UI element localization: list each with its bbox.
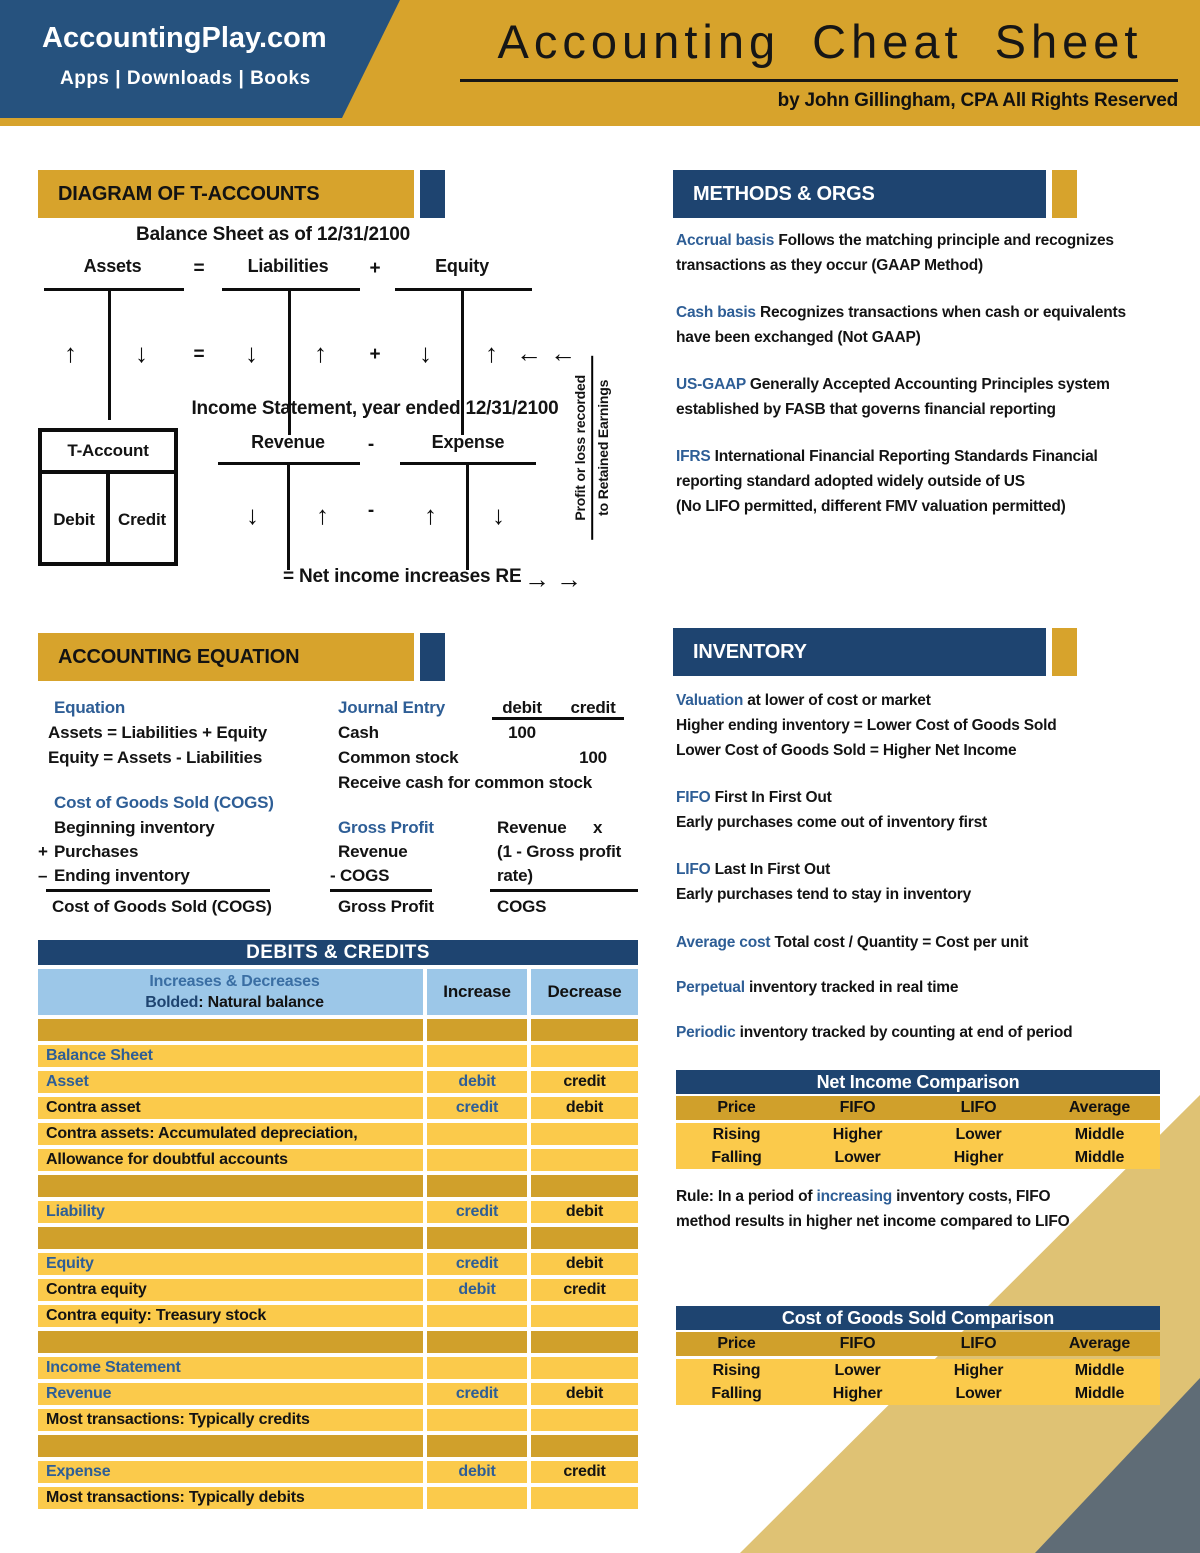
row-label-cell [38, 1435, 423, 1457]
table-row [38, 1253, 638, 1275]
equals-operator: = [193, 344, 205, 365]
down-arrow: ↓ [246, 500, 259, 530]
cogs-line: Purchases [54, 842, 139, 861]
increase-cell [427, 1487, 527, 1509]
table-cell: Middle [1074, 1384, 1125, 1402]
left-arrow: ← [516, 338, 542, 368]
journal-note: Receive cash for common stock [338, 773, 593, 792]
column-header: FIFO [839, 1099, 876, 1116]
section-header-diagram: DIAGRAM OF T-ACCOUNTS [38, 170, 414, 218]
definition-line: FIFO First In First Out [676, 789, 832, 806]
inventory-item [676, 857, 971, 907]
table-cell: Higher [832, 1384, 883, 1402]
definition-line: Cash basis Recognizes transactions when cash or equivalents [676, 304, 1126, 321]
increase-cell [427, 1045, 527, 1067]
increase-column-header: Increase [427, 969, 527, 1015]
increase-cell: credit [427, 1383, 527, 1405]
decrease-cell [531, 1019, 638, 1041]
t-account-label-equity: Equity [435, 256, 489, 276]
journal-account: Cash [338, 723, 379, 742]
journal-credit-amount: 100 [579, 748, 607, 767]
subheader-label-cell [38, 969, 423, 1015]
decrease-cell [531, 1487, 638, 1509]
increase-cell [427, 1019, 527, 1041]
decrease-cell [531, 1409, 638, 1431]
table-spacer-row [38, 1175, 638, 1197]
t-account-label-assets: Assets [83, 256, 142, 276]
revenue-formula-line: Revenue [497, 818, 567, 837]
equals-operator: = [193, 258, 205, 279]
definition-line: Periodic inventory tracked by counting at end of period [676, 1024, 1073, 1041]
up-arrow: ↑ [314, 338, 327, 368]
table-cell: Lower [955, 1384, 1002, 1402]
table-cell: Lower [955, 1125, 1002, 1143]
decrease-cell [531, 1331, 638, 1353]
t-account-label-revenue: Revenue [251, 432, 325, 452]
table-title: Net Income Comparison [676, 1070, 1160, 1094]
definition-line: (No LIFO permitted, different FMV valuation permitted) [676, 498, 1066, 515]
retained-earnings-note [570, 356, 614, 540]
t-account-stem [108, 288, 111, 420]
table-spacer-row [38, 1019, 638, 1041]
table-row [38, 1383, 638, 1405]
row-label-cell: Expense [38, 1461, 423, 1483]
retained-earnings-note-line1: Profit or loss recorded [570, 356, 593, 540]
column-header: Price [717, 1099, 756, 1116]
revenue-formula-total: COGS [497, 897, 547, 916]
plus-prefix: + [38, 842, 48, 861]
journal-debit-column-header: debit [502, 698, 542, 717]
balance-sheet-title: Balance Sheet as of 12/31/2100 [136, 224, 410, 245]
decrease-cell [531, 1305, 638, 1327]
table-cell: Lower [834, 1148, 881, 1166]
row-label-cell [38, 1331, 423, 1353]
revenue-formula-line: rate) [497, 866, 533, 885]
t-account-label-liabilities: Liabilities [247, 256, 329, 276]
inventory-item [676, 1020, 1072, 1045]
sum-rule [330, 889, 432, 892]
table-cell: Falling [711, 1148, 762, 1166]
table-cell: Middle [1074, 1125, 1125, 1143]
decrease-cell [531, 1123, 638, 1145]
increase-cell: debit [427, 1071, 527, 1093]
increase-cell: credit [427, 1097, 527, 1119]
journal-account: Common stock [338, 748, 459, 767]
table-subheader-row [38, 969, 638, 1015]
inventory-item [676, 785, 987, 835]
table-row [38, 1045, 638, 1067]
table-row [38, 1201, 638, 1223]
natural-balance-label: Bolded: Natural balance [145, 994, 324, 1011]
brand-block [0, 0, 400, 118]
definition-line: established by FASB that governs financial reporting [676, 401, 1056, 418]
section-header-equation: ACCOUNTING EQUATION [38, 633, 414, 681]
down-arrow: ↓ [135, 338, 148, 368]
table-spacer-row [38, 1435, 638, 1457]
t-account-stem [287, 462, 290, 570]
definition-line: IFRS International Financial Reporting Standards Financial [676, 448, 1098, 465]
increase-cell: credit [427, 1253, 527, 1275]
journal-credit-column-header: credit [570, 698, 616, 717]
table-header-row [676, 1096, 1160, 1120]
methods-item [676, 228, 1114, 278]
income-statement-title: Income Statement, year ended 12/31/2100 [191, 398, 559, 419]
debits-credits-table-title: DEBITS & CREDITS [38, 940, 638, 965]
row-label-cell [38, 1175, 423, 1197]
table-row [38, 1149, 638, 1171]
definition-line: Accrual basis Follows the matching principle and recognizes [676, 232, 1114, 249]
down-arrow: ↓ [245, 338, 258, 368]
equation-line: Equity = Assets - Liabilities [48, 748, 263, 767]
minus-operator: - [367, 434, 375, 455]
revenue-formula-line: (1 - Gross profit [497, 842, 622, 861]
decrease-cell [531, 1227, 638, 1249]
cogs-title: Cost of Goods Sold (COGS) [54, 793, 274, 812]
table-cell: Falling [711, 1384, 762, 1402]
definition-line: Valuation at lower of cost or market [676, 692, 931, 709]
row-label-cell: Contra asset [38, 1097, 423, 1119]
decrease-cell: debit [531, 1201, 638, 1223]
net-income-comparison-table [676, 1070, 1160, 1169]
fifo-rule-note [676, 1184, 1070, 1234]
decrease-cell: debit [531, 1253, 638, 1275]
section-accent-block [420, 170, 445, 218]
column-header: Average [1068, 1335, 1131, 1352]
table-cell: Rising [712, 1361, 761, 1379]
table-body [676, 1359, 1160, 1405]
table-row [676, 1359, 1160, 1382]
definition-line: have been exchanged (Not GAAP) [676, 329, 921, 346]
credit-cell: Credit [118, 510, 166, 529]
decrease-cell [531, 1045, 638, 1067]
debits-credits-table [38, 940, 638, 1509]
multiply-symbol: x [593, 818, 603, 837]
methods-item [676, 444, 1098, 519]
increase-cell: debit [427, 1461, 527, 1483]
minus-prefix: – [38, 866, 48, 885]
table-cell: Middle [1074, 1361, 1125, 1379]
increase-cell [427, 1227, 527, 1249]
cogs-line: Beginning inventory [54, 818, 215, 837]
increase-cell [427, 1435, 527, 1457]
rule-line: method results in higher net income compared to LIFO [676, 1213, 1070, 1230]
plus-operator: + [369, 344, 381, 365]
column-header: LIFO [960, 1099, 997, 1116]
table-row [38, 1123, 638, 1145]
definition-line: Lower Cost of Goods Sold = Higher Net Income [676, 742, 1017, 759]
increase-cell [427, 1305, 527, 1327]
table-row [38, 1097, 638, 1119]
table-row [38, 1461, 638, 1483]
definition-line: Higher ending inventory = Lower Cost of Goods Sold [676, 717, 1057, 734]
t-account-top-line [44, 288, 184, 291]
cogs-total: Cost of Goods Sold (COGS) [52, 897, 272, 916]
journal-debit-amount: 100 [508, 723, 536, 742]
row-label-cell: Most transactions: Typically credits [38, 1409, 423, 1431]
cogs-comparison-table [676, 1306, 1160, 1405]
inventory-item [676, 688, 1057, 763]
row-label-cell: Allowance for doubtful accounts [38, 1149, 423, 1171]
sum-rule [46, 889, 270, 892]
byline: by John Gillingham, CPA All Rights Reserved [777, 90, 1178, 111]
sum-rule [490, 889, 638, 892]
decrease-cell [531, 1435, 638, 1457]
definition-line: LIFO Last In First Out [676, 861, 831, 878]
increase-cell [427, 1149, 527, 1171]
increase-cell [427, 1175, 527, 1197]
definition-line: Average cost Total cost / Quantity = Cost per unit [676, 934, 1029, 951]
row-label-cell: Revenue [38, 1383, 423, 1405]
net-income-note: = Net income increases RE [283, 566, 522, 587]
row-label-cell: Asset [38, 1071, 423, 1093]
increase-cell [427, 1331, 527, 1353]
gross-profit-total: Gross Profit [338, 897, 434, 916]
gross-profit-line: - COGS [330, 866, 390, 885]
definition-line: Perpetual inventory tracked in real time [676, 979, 959, 996]
cogs-line: Ending inventory [54, 866, 190, 885]
up-arrow: ↑ [424, 500, 437, 530]
column-header: FIFO [839, 1335, 876, 1352]
retained-earnings-note-line2: to Retained Earnings [595, 379, 612, 516]
inventory-item [676, 975, 958, 1000]
row-label-cell: Equity [38, 1253, 423, 1275]
decrease-cell [531, 1149, 638, 1171]
section-accent-block [420, 633, 445, 681]
methods-item [676, 372, 1110, 422]
row-label-cell: Balance Sheet [38, 1045, 423, 1067]
definition-line: US-GAAP Generally Accepted Accounting Principles system [676, 376, 1110, 393]
table-row [38, 1305, 638, 1327]
methods-item [676, 300, 1126, 350]
table-body [676, 1123, 1160, 1169]
table-cell: Lower [834, 1361, 881, 1379]
brand-title: AccountingPlay.com [42, 22, 327, 54]
table-header-row [676, 1332, 1160, 1356]
title-underline [460, 79, 1178, 82]
equation-line: Assets = Liabilities + Equity [48, 723, 268, 742]
definition-line: transactions as they occur (GAAP Method) [676, 257, 983, 274]
table-spacer-row [38, 1331, 638, 1353]
right-arrow: → [556, 564, 582, 594]
decrease-cell: credit [531, 1279, 638, 1301]
definition-line: Early purchases tend to stay in inventory [676, 886, 972, 903]
t-account-label-expense: Expense [431, 432, 505, 452]
down-arrow: ↓ [492, 500, 505, 530]
row-label-cell: Contra equity [38, 1279, 423, 1301]
decrease-column-header: Decrease [531, 969, 638, 1015]
decrease-cell: credit [531, 1461, 638, 1483]
increase-cell: debit [427, 1279, 527, 1301]
column-header: Price [717, 1335, 756, 1352]
table-title: Cost of Goods Sold Comparison [676, 1306, 1160, 1330]
page-title: Accounting Cheat Sheet [497, 15, 1143, 68]
definition-line: Early purchases come out of inventory first [676, 814, 987, 831]
up-arrow: ↑ [485, 338, 498, 368]
decrease-cell: debit [531, 1383, 638, 1405]
table-row [676, 1382, 1160, 1405]
table-row [38, 1279, 638, 1301]
table-row [676, 1123, 1160, 1146]
decrease-cell: credit [531, 1071, 638, 1093]
table-row [38, 1357, 638, 1379]
table-cell: Middle [1074, 1148, 1125, 1166]
row-label-cell: Most transactions: Typically debits [38, 1487, 423, 1509]
table-spacer-row [38, 1227, 638, 1249]
brand-subtitle: Apps | Downloads | Books [60, 68, 311, 89]
row-label-cell: Liability [38, 1201, 423, 1223]
rule-line: Rule: In a period of increasing inventory costs, FIFO [676, 1188, 1051, 1205]
inventory-item [676, 930, 1028, 955]
section-header-inventory: INVENTORY [673, 628, 1046, 676]
table-row [38, 1409, 638, 1431]
increase-cell [427, 1357, 527, 1379]
debit-cell: Debit [42, 474, 110, 566]
minus-operator: - [367, 500, 375, 521]
gross-profit-title: Gross Profit [338, 818, 434, 837]
decrease-cell [531, 1357, 638, 1379]
t-account-legend [38, 428, 178, 566]
section-accent-block [1052, 170, 1077, 218]
gross-profit-line: Revenue [338, 842, 408, 861]
table-row [38, 1071, 638, 1093]
definition-line: reporting standard adopted widely outside of US [676, 473, 1025, 490]
table-row [676, 1146, 1160, 1169]
decrease-cell: debit [531, 1097, 638, 1119]
row-label-cell [38, 1019, 423, 1041]
column-header: Average [1068, 1099, 1131, 1116]
row-label-cell: Contra equity: Treasury stock [38, 1305, 423, 1327]
table-cell: Higher [953, 1148, 1004, 1166]
table-cell: Higher [953, 1361, 1004, 1379]
table-cell: Rising [712, 1125, 761, 1143]
section-accent-block [1052, 628, 1077, 676]
increase-cell: credit [427, 1201, 527, 1223]
t-account-stem [466, 462, 469, 570]
row-label-cell: Income Statement [38, 1357, 423, 1379]
section-header-methods: METHODS & ORGS [673, 170, 1046, 218]
up-arrow: ↑ [316, 500, 329, 530]
right-arrow: → [524, 564, 550, 594]
increase-cell [427, 1409, 527, 1431]
plus-operator: + [369, 258, 381, 279]
row-label-cell [38, 1227, 423, 1249]
column-header: LIFO [960, 1335, 997, 1352]
left-arrow: ← [550, 338, 576, 368]
increase-cell [427, 1123, 527, 1145]
t-account-top-line [222, 288, 360, 291]
journal-entry-title: Journal Entry [338, 698, 445, 717]
decrease-cell [531, 1175, 638, 1197]
increases-decreases-label: Increases & Decreases [149, 973, 320, 990]
t-account-legend-title: T-Account [42, 432, 174, 474]
table-row [38, 1487, 638, 1509]
table-cell: Higher [832, 1125, 883, 1143]
equation-title: Equation [54, 698, 126, 717]
table-body [38, 1019, 638, 1509]
up-arrow: ↑ [64, 338, 77, 368]
header-banner [0, 0, 1200, 126]
row-label-cell: Contra assets: Accumulated depreciation, [38, 1123, 423, 1145]
down-arrow: ↓ [419, 338, 432, 368]
